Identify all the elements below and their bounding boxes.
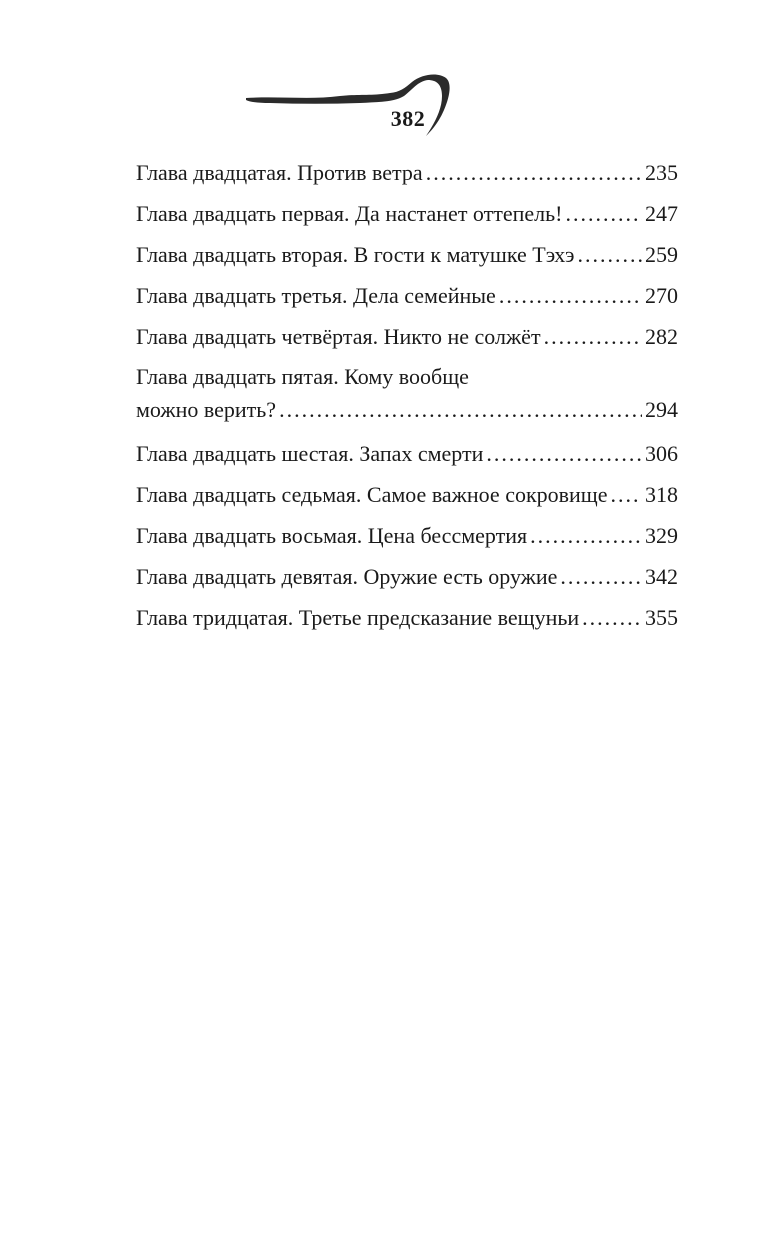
toc-entry-page: 329	[645, 523, 678, 548]
toc-entry[interactable]	[136, 597, 678, 638]
toc-entry-title: Глава тридцатая. Третье предсказание вещуньи	[136, 605, 580, 630]
dot-leader	[530, 515, 642, 556]
dot-leader	[566, 193, 642, 234]
toc-entry-page: 259	[645, 242, 678, 267]
dot-leader	[486, 433, 642, 474]
toc-entry[interactable]	[136, 275, 678, 316]
dot-leader	[611, 474, 642, 515]
toc-entry-title: Глава двадцать четвёртая. Никто не солжёт	[136, 324, 541, 349]
toc-entry[interactable]	[136, 515, 678, 556]
toc-entry-page: 247	[645, 201, 678, 226]
page-header	[0, 0, 768, 150]
dot-leader	[499, 275, 642, 316]
toc-entry-title: Глава двадцать вторая. В гости к матушке Тэхэ	[136, 242, 575, 267]
dot-leader	[279, 393, 642, 427]
toc-entry-title: Глава двадцать первая. Да настанет оттепель!	[136, 201, 563, 226]
toc-entry-page: 294	[645, 397, 678, 422]
toc-entry-page: 306	[645, 441, 678, 466]
dot-leader	[582, 597, 642, 638]
toc-entry-title: Глава двадцать третья. Дела семейные	[136, 283, 496, 308]
page-number: 382	[390, 106, 426, 131]
toc-entry[interactable]	[136, 316, 678, 357]
table-of-contents	[136, 152, 678, 638]
toc-entry[interactable]	[136, 556, 678, 597]
toc-entry-page: 342	[645, 564, 678, 589]
toc-entry-title: Глава двадцать восьмая. Цена бессмертия	[136, 523, 528, 548]
toc-entry-title: Глава двадцать девятая. Оружие есть оружие	[136, 564, 558, 589]
toc-entry-page: 355	[645, 605, 678, 630]
toc-entry-page: 318	[645, 482, 678, 507]
toc-entry-title: Глава двадцать шестая. Запах смерти	[136, 441, 484, 466]
toc-entry[interactable]	[136, 474, 678, 515]
toc-entry-title-line1: Глава двадцать пятая. Кому вообще	[136, 364, 469, 389]
toc-entry[interactable]	[136, 193, 678, 234]
toc-entry[interactable]	[136, 152, 678, 193]
toc-entry-title: Глава двадцатая. Против ветра	[136, 160, 423, 185]
toc-entry-title: Глава двадцать седьмая. Самое важное сокровище	[136, 482, 608, 507]
dot-leader	[577, 234, 642, 275]
toc-entry-page: 282	[645, 324, 678, 349]
dot-leader	[560, 556, 642, 597]
toc-entry-title-line2: можно верить?	[136, 397, 277, 422]
toc-entry[interactable]	[136, 234, 678, 275]
dot-leader	[426, 152, 642, 193]
toc-entry[interactable]	[136, 357, 678, 433]
dot-leader	[544, 316, 642, 357]
toc-entry-page: 235	[645, 160, 678, 185]
toc-entry[interactable]	[136, 433, 678, 474]
toc-entry-page: 270	[645, 283, 678, 308]
